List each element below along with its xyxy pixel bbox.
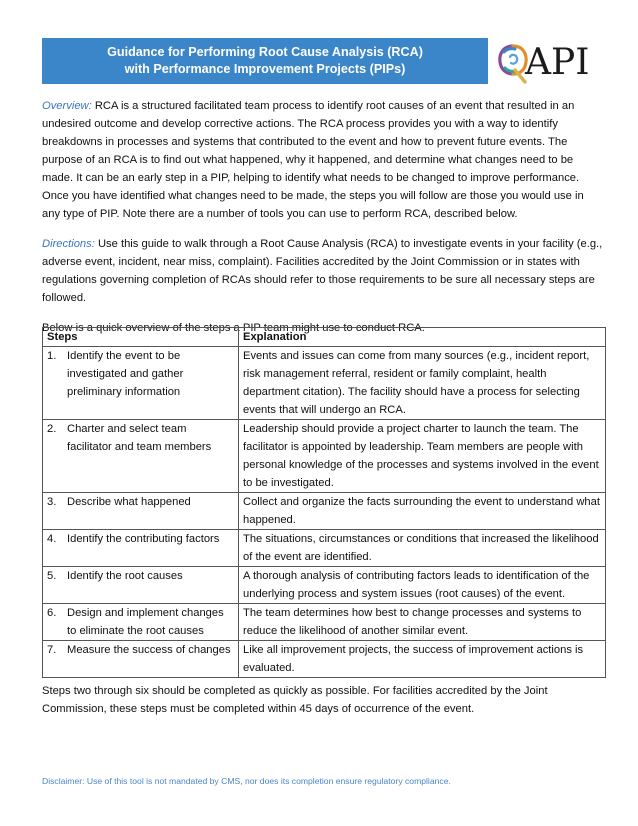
explanation-cell: Like all improvement projects, the success of improvement actions is evaluated. xyxy=(239,641,606,678)
step-cell xyxy=(43,641,239,678)
explanation-cell: Events and issues can come from many sources (e.g., incident report, risk management referral, resident or family complaint, health department citation). The facility should have a process for selecting events that will undergo an RCA. xyxy=(239,347,606,420)
table-header-row xyxy=(43,328,606,347)
title-banner xyxy=(42,38,488,84)
table-intro: Below is a quick overview of the steps a PIP team might use to conduct RCA. xyxy=(42,322,425,334)
step-text: Describe what happened xyxy=(67,496,191,508)
overview-lead: Overview: xyxy=(42,100,92,112)
qapi-logo xyxy=(495,40,605,86)
step-number: 1. xyxy=(47,350,57,362)
explanation-cell: Leadership should provide a project charter to launch the team. The facilitator is appointed by leadership. Team members are people with personal knowledge of the processes and systems involved in the event to be investigated. xyxy=(239,420,606,493)
explanation-cell: Collect and organize the facts surrounding the event to understand what happened. xyxy=(239,493,606,530)
step-text: Design and implement changes to eliminate the root causes xyxy=(67,607,224,637)
step-text: Charter and select team facilitator and team members xyxy=(67,423,212,453)
step-cell xyxy=(43,347,239,420)
table-row xyxy=(43,567,606,604)
title-line-2: with Performance Improvement Projects (PIPs) xyxy=(124,62,406,76)
steps-table xyxy=(42,327,606,678)
step-text: Measure the success of changes xyxy=(67,644,231,656)
directions-lead: Directions: xyxy=(42,238,95,250)
step-cell xyxy=(43,420,239,493)
explanation-cell: The situations, circumstances or conditions that increased the likelihood of the event are identified. xyxy=(239,530,606,567)
title-line-1: Guidance for Performing Root Cause Analysis (RCA) xyxy=(107,45,423,59)
table-row xyxy=(43,530,606,567)
table-row xyxy=(43,641,606,678)
explanation-cell: A thorough analysis of contributing factors leads to identification of the underlying process and system issues (root causes) of the event. xyxy=(239,567,606,604)
step-text: Identify the contributing factors xyxy=(67,533,220,545)
overview-paragraph xyxy=(42,97,604,223)
logo-text: API xyxy=(525,42,590,83)
table-row xyxy=(43,347,606,420)
step-cell xyxy=(43,530,239,567)
step-number: 3. xyxy=(47,496,57,508)
step-cell xyxy=(43,567,239,604)
directions-paragraph xyxy=(42,235,604,307)
overview-text: RCA is a structured facilitated team process to identify root causes of an event that resulted in an undesired outcome and develop corrective actions. The RCA process provides you with a way to identify breakdowns in processes and systems that contributed to the event and how to prevent future events. The purpose of an RCA is to find out what happened, why it happened, and determine what changes need to be made. It can be an early step in a PIP, helping to identify what needs to be changed to improve performance. Once you have identified what changes need to be made, the steps you will follow are those you would use in any type of PIP. Note there are a number of tools you can use to perform RCA, described below. xyxy=(42,100,584,220)
step-number: 4. xyxy=(47,533,57,545)
directions-text: Use this guide to walk through a Root Cause Analysis (RCA) to investigate events in your facility (e.g., adverse event, incident, near miss, complaint). Facilities accredited by the Joint Commission or in states with regulations governing completion of RCAs should refer to those requirements to be sure all necessary steps are followed. xyxy=(42,238,603,304)
step-text: Identify the event to be investigated and gather preliminary information xyxy=(67,350,184,398)
table-row xyxy=(43,420,606,493)
step-cell xyxy=(43,493,239,530)
explanation-column-header: Explanation xyxy=(239,328,606,347)
closing-paragraph: Steps two through six should be completed as quickly as possible. For facilities accredited by the Joint Commission, these steps must be completed within 45 days of occurrence of the event. xyxy=(42,685,548,715)
step-number: 2. xyxy=(47,423,57,435)
table-row xyxy=(43,493,606,530)
explanation-cell: The team determines how best to change processes and systems to reduce the likelihood of another similar event. xyxy=(239,604,606,641)
step-text: Identify the root causes xyxy=(67,570,183,582)
table-row xyxy=(43,604,606,641)
steps-column-header: Steps xyxy=(43,328,239,347)
disclaimer: Disclaimer: Use of this tool is not mandated by CMS, nor does its completion ensure regulatory compliance. xyxy=(42,776,451,786)
body-text xyxy=(42,97,604,337)
step-number: 7. xyxy=(47,644,57,656)
step-number: 5. xyxy=(47,570,57,582)
step-cell xyxy=(43,604,239,641)
step-number: 6. xyxy=(47,607,57,619)
